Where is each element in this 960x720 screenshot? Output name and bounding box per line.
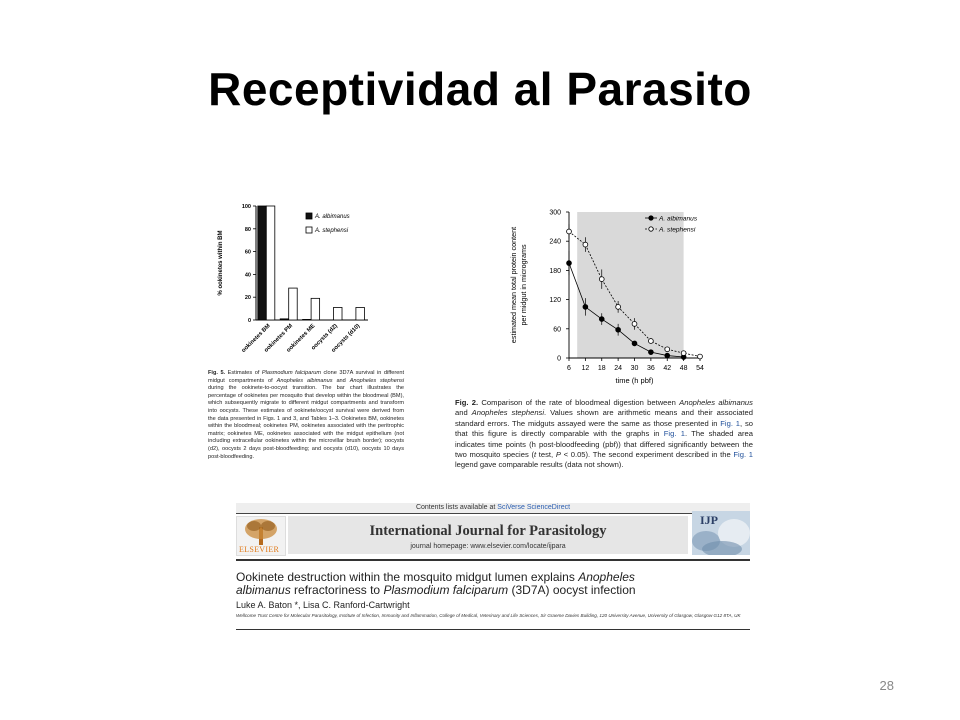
y-tick-label: 0 (247, 318, 251, 324)
fig2-caption-label: Fig. 2. (455, 398, 479, 407)
x-tick-label: 48 (679, 365, 688, 372)
y-tick-label: 120 (549, 297, 561, 305)
x-tick-label: 36 (646, 365, 655, 372)
data-point-stephensi (583, 242, 588, 247)
legend-label: A. stephensi (315, 228, 349, 234)
data-point-stephensi (616, 305, 621, 310)
journal-cover-thumbnail (692, 511, 750, 555)
x-tick-label: 18 (597, 365, 606, 372)
footer-rule (236, 629, 750, 630)
homepage-link[interactable]: www.elsevier.com/locate/ijpara (470, 543, 566, 550)
data-point-stephensi (698, 354, 703, 359)
x-tick-label: oocysts (d2) (310, 323, 339, 352)
sciencedirect-link[interactable]: SciVerse ScienceDirect (497, 504, 571, 511)
fig2-caption: Fig. 2. Comparison of the rate of bloodmeal digestion between Anopheles albimanus and Anopheles stephensi. Values shown are arithmetic means and their associated standard errors. The midguts assayed were the same as those presented in Fig. 1, so that this figure is directly comparable with the graphs in Fig. 1. The shaded area indicates time points (h post-bloodfeeding (pbf)) that differed significantly between the two mosquito species (t test, P < 0.05). The second experiment described in the Fig. 1 legend gave comparable results (data not shown). (455, 398, 753, 470)
bar-stephensi (311, 298, 320, 320)
cover-label: IJP (700, 513, 718, 527)
legend-label: A. stephensi (659, 226, 696, 234)
y-tick-label: 60 (244, 249, 251, 256)
data-point-albimanus (599, 317, 604, 322)
y-tick-label: 60 (553, 326, 561, 334)
publisher-name: ELSEVIER (239, 545, 280, 554)
data-point-albimanus (616, 327, 621, 332)
data-point-albimanus (665, 353, 670, 358)
journal-banner (288, 516, 688, 554)
data-point-albimanus (648, 350, 653, 355)
data-point-stephensi (567, 229, 572, 234)
bar-stephensi (356, 307, 365, 320)
data-point-stephensi (648, 339, 653, 344)
x-tick-label: 24 (614, 365, 623, 372)
journal-name: International Journal for Parasitology (369, 523, 607, 539)
data-point-stephensi (665, 347, 670, 352)
journal-article-header (236, 503, 750, 633)
y-axis-label: % ookinetes within BM (218, 230, 224, 296)
x-tick-label: 12 (581, 365, 590, 372)
y-tick-label: 20 (244, 295, 251, 302)
legend-marker (649, 227, 653, 231)
fig1-link[interactable]: Fig. 1 (720, 418, 741, 428)
x-tick-label: 6 (567, 365, 571, 372)
header-rule (236, 559, 750, 561)
fig1-link[interactable]: Fig. 1 (663, 429, 685, 439)
data-point-stephensi (681, 351, 686, 356)
x-tick-label: ookinetes ME (285, 323, 317, 354)
y-tick-label: 100 (241, 204, 251, 210)
y-axis-label: estimated mean total protein content (509, 226, 518, 344)
x-tick-label: 42 (663, 365, 672, 372)
y-tick-label: 80 (244, 226, 251, 233)
data-point-stephensi (599, 277, 604, 282)
article-title: Ookinete destruction within the mosquito midgut lumen explains Anopheles albimanus refractoriness to Plasmodium falciparum (3D7A) oocyst infection (236, 570, 636, 597)
y-tick-label: 240 (549, 238, 561, 246)
article-authors: Luke A. Baton *, Lisa C. Ranford-Cartwright (236, 600, 410, 610)
x-tick-label: ookinetes PM (263, 323, 295, 354)
x-axis-label: time (h pbf) (615, 376, 654, 385)
bar-albimanus (258, 206, 267, 320)
legend-label: A. albimanus (315, 214, 350, 220)
journal-homepage: journal homepage: www.elsevier.com/locate/ijpara (410, 543, 566, 550)
significance-shade (577, 212, 683, 358)
elsevier-logo (236, 516, 286, 556)
x-tick-label: 30 (630, 365, 639, 372)
legend-swatch (306, 213, 312, 219)
slide-title: Receptividad al Parasito (208, 63, 752, 115)
legend-marker (649, 216, 653, 220)
fig5-caption-label: Fig. 5. (208, 370, 226, 376)
y-tick-label: 40 (244, 272, 251, 279)
article-affiliation: Wellcome Trust Centre for Molecular Parasitology, Institute of Infection, Immunity and Inflammation, College of Medical, Veterinary and Life Sciences, Sir Graeme Davies Building, 120 University Avenue, University of Glasgow, Glasgow G12 8TA, UK (236, 613, 741, 618)
bar-chart (208, 198, 422, 368)
data-point-albimanus (632, 341, 637, 346)
bar-albimanus (303, 319, 312, 320)
bar-stephensi (266, 206, 275, 320)
tree-icon (237, 517, 285, 545)
data-point-albimanus (567, 261, 572, 266)
x-tick-label: oocysts (d10) (330, 323, 362, 354)
legend-label: A. albimanus (659, 215, 698, 223)
x-tick-label: 54 (696, 365, 704, 372)
x-tick-label: ookinetes BM (240, 323, 272, 355)
data-point-albimanus (583, 305, 588, 310)
y-tick-label: 0 (557, 355, 561, 363)
y-tick-label: 300 (549, 209, 561, 217)
page-number: 28 (879, 678, 894, 693)
contents-line: Contents lists available at SciVerse ScienceDirect (236, 503, 750, 514)
bar-stephensi (289, 288, 298, 320)
y-tick-label: 180 (549, 267, 561, 275)
figure-5 (208, 198, 422, 488)
y-axis-label: per midgut in micrograms (519, 244, 528, 326)
line-chart (504, 200, 714, 390)
bar-stephensi (334, 307, 343, 320)
bar-albimanus (280, 319, 289, 320)
fig5-caption: Fig. 5. Estimates of Plasmodium falciparum clone 3D7A survival in different midgut compartments of Anopheles albimanus and Anopheles stephensi during the ookinete-to-oocyst transition. The bar chart illustrates the percentage of ookinetes per mosquito that develop within the bloodmeal (BM), which subsequently migrate to different midgut compartments and transform into oocysts. These estimates of ookinete/oocyst survival were derived from the data presented in Figs. 1 and 3, and Tables 1–3. Ookinetes BM, ookinetes within the bloodmeal; ookinetes PM, ookinetes associated with the peritrophic matrix; ookinetes ME, ookinetes associated with the midgut epithelium (not including extracellular ookinetes within the microvillar brush border); oocysts (d2), oocysts 2 days post-bloodfeeding; and oocysts (d10), oocysts 10 days post-bloodfeeding. (208, 370, 405, 460)
fig1-link[interactable]: Fig. 1 (733, 450, 753, 460)
data-point-stephensi (632, 322, 637, 327)
legend-swatch (306, 227, 312, 233)
